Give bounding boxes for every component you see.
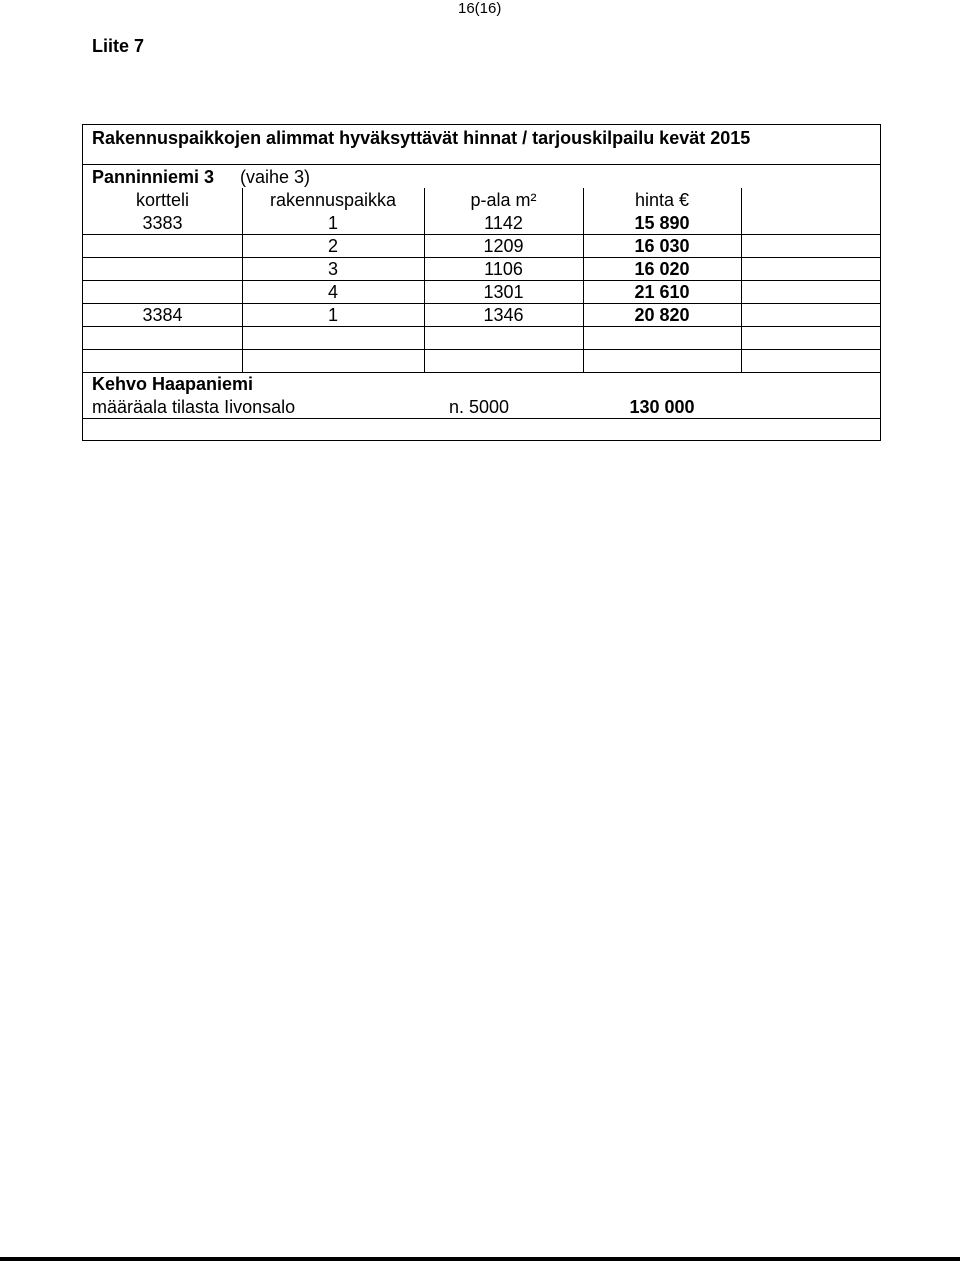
- section2-ala: n. 5000: [449, 397, 510, 417]
- row3-ala: 1106: [484, 259, 523, 279]
- page-bottom-rule: [0, 1257, 960, 1261]
- row2-hinta: 16 030: [634, 236, 690, 256]
- header-rakennuspaikka: rakennuspaikka: [269, 190, 397, 210]
- row1-hinta: 15 890: [634, 213, 690, 233]
- section2-hinta: 130 000: [629, 397, 695, 417]
- row1-kortteli: 3383: [142, 213, 183, 233]
- table-title: Rakennuspaikkojen alimmat hyväksyttävät hinnat / tarjouskilpailu kevät 2015: [92, 128, 751, 148]
- row2-paikka: 2: [327, 236, 338, 256]
- rule-title: [83, 164, 880, 165]
- row5-paikka: 1: [327, 305, 338, 325]
- row4-hinta: 21 610: [634, 282, 690, 302]
- header-kortteli: kortteli: [135, 190, 189, 210]
- section1-phase: (vaihe 3): [240, 167, 311, 187]
- col-divider-4: [741, 188, 742, 372]
- row4-paikka: 4: [327, 282, 338, 302]
- rule-row5: [83, 326, 880, 327]
- row5-ala: 1346: [483, 305, 524, 325]
- row2-ala: 1209: [483, 236, 524, 256]
- row1-ala: 1142: [484, 213, 523, 233]
- row1-paikka: 1: [327, 213, 338, 233]
- price-table: [82, 124, 881, 441]
- section2-name: Kehvo Haapaniemi: [92, 374, 254, 394]
- row4-ala: 1301: [483, 282, 524, 302]
- rule-empty1: [83, 349, 880, 350]
- row5-kortteli: 3384: [142, 305, 183, 325]
- appendix-label: Liite 7: [92, 36, 145, 56]
- row5-hinta: 20 820: [634, 305, 690, 325]
- row3-paikka: 3: [327, 259, 338, 279]
- section1-name: Panninniemi 3: [92, 167, 215, 187]
- rule-section2: [83, 418, 880, 419]
- header-hinta: hinta €: [634, 190, 690, 210]
- section2-desc: määräala tilasta Iivonsalo: [92, 397, 296, 417]
- row3-hinta: 16 020: [634, 259, 690, 279]
- page-number: 16(16): [458, 0, 502, 17]
- header-p-ala: p-ala m²: [470, 190, 537, 210]
